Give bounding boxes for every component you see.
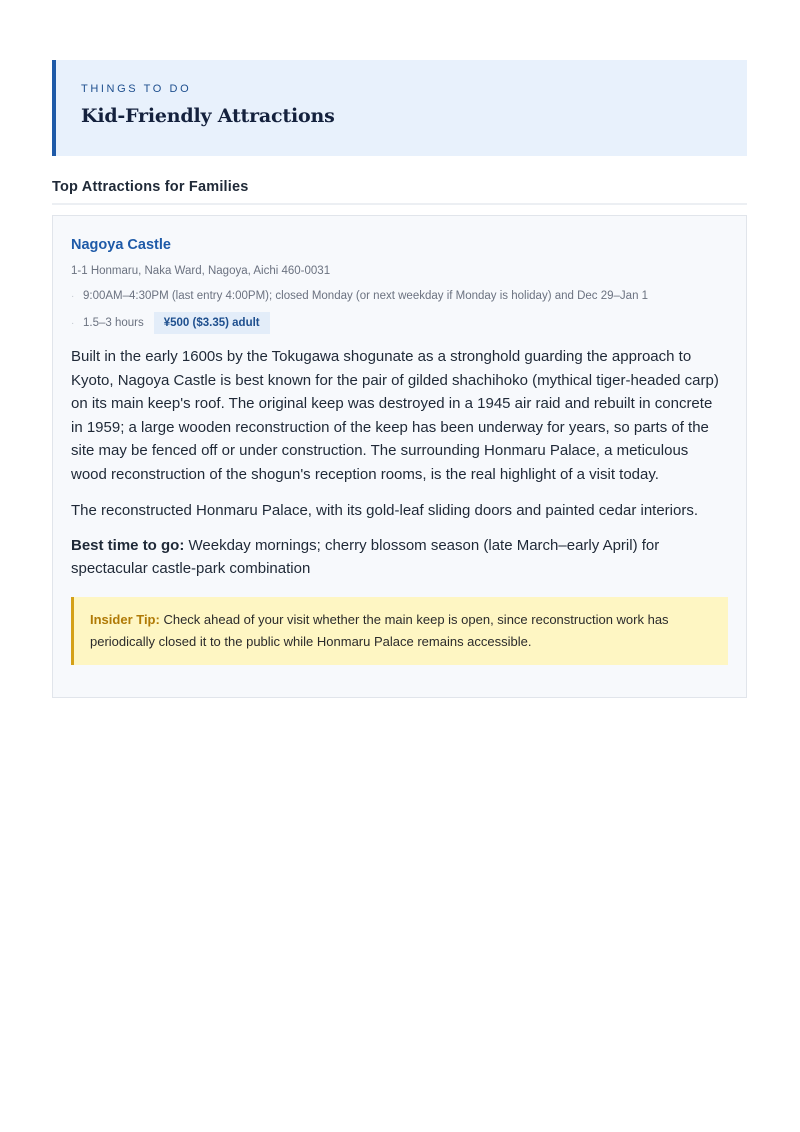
page-title: Kid-Friendly Attractions — [81, 105, 335, 127]
attraction-title[interactable]: Nagoya Castle — [71, 237, 171, 253]
price-badge: ¥500 ($3.35) adult — [154, 312, 270, 334]
insider-tip-text: Check ahead of your visit whether the main keep is open, since reconstruction work has periodically closed it to the public while Honmaru Palace remains accessible. — [90, 611, 669, 649]
attraction-description: Built in the early 1600s by the Tokugawa shogunate as a stronghold guarding the approach to Kyoto, Nagoya Castle is best known for the pair of gilded shachihoko (mythical tiger-headed carp) on its main keep's roof. The original keep was destroyed in a 1945 air raid and rebuilt in concrete in 1959; a large wooden reconstruction of the keep has been underway for years, so parts of the site may be fenced off or under construction. The surrounding Honmaru Palace, a meticulous wood reconstruction of the shogun's reception rooms, is the real highlight of a visit today. — [71, 348, 719, 483]
bullet-dot-icon: · — [71, 290, 75, 302]
hero-banner — [52, 60, 747, 156]
best-time — [71, 534, 728, 581]
attraction-card — [52, 215, 747, 698]
bullet-dot-icon: · — [71, 317, 75, 329]
attraction-highlight: The reconstructed Honmaru Palace, with its gold-leaf sliding doors and painted cedar interiors. — [71, 502, 698, 519]
best-time-label: Best time to go: — [71, 536, 185, 554]
insider-tip — [71, 597, 728, 665]
duration-price-row — [71, 312, 728, 334]
page-content — [52, 60, 747, 698]
hours-row — [71, 290, 728, 302]
section-heading: Top Attractions for Families — [52, 179, 747, 205]
attraction-duration: 1.5–3 hours — [83, 317, 144, 329]
attraction-hours: 9:00AM–4:30PM (last entry 4:00PM); closed Monday (or next weekday if Monday is holiday) and Dec 29–Jan 1 — [83, 290, 649, 302]
attraction-address: 1-1 Honmaru, Naka Ward, Nagoya, Aichi 460-0031 — [71, 265, 331, 277]
hero-eyebrow: THINGS TO DO — [81, 83, 192, 95]
insider-tip-label: Insider Tip: — [90, 611, 160, 627]
best-time-text: Weekday mornings; cherry blossom season (late March–early April) for spectacular castle-park combination — [71, 536, 660, 577]
